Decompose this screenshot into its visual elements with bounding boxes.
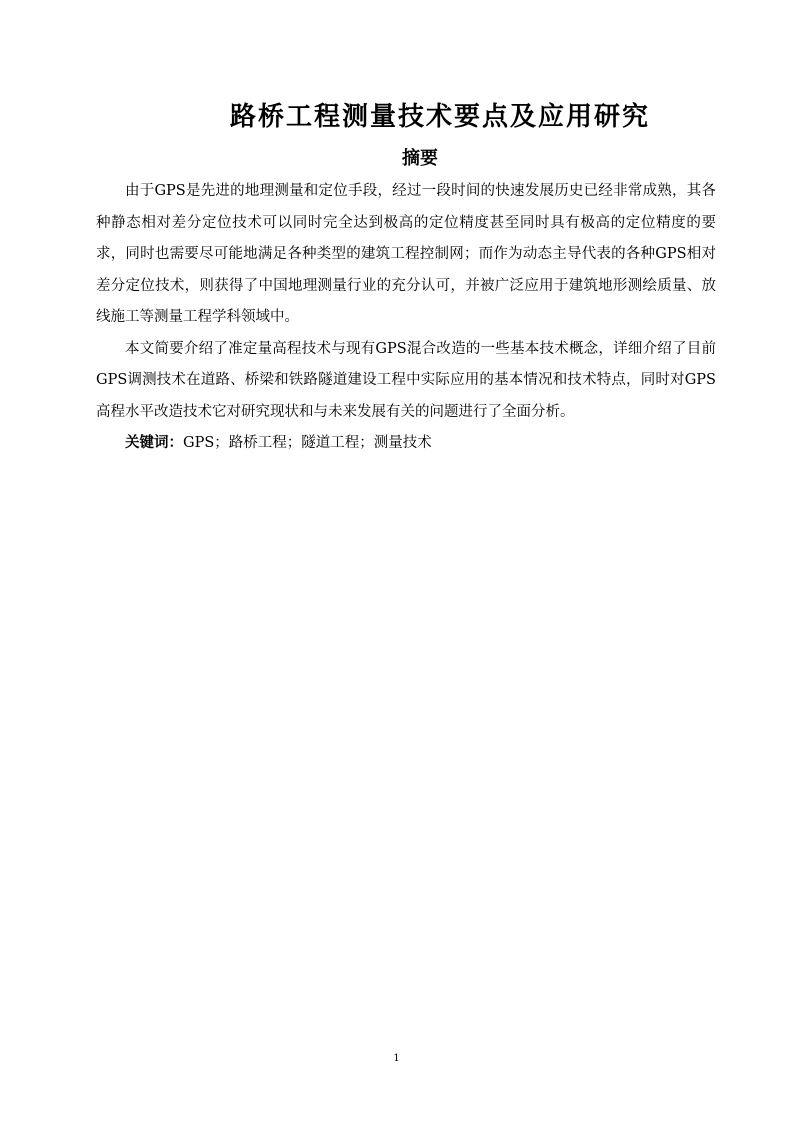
abstract-body: [96, 176, 716, 460]
abstract-paragraph-1: 由于GPS是先进的地理测量和定位手段，经过一段时间的快速发展历史已经非常成熟，其各种静态相对差分定位技术可以同时完全达到极高的定位精度甚至同时具有极高的定位精度的要求，同时也需要尽可能地满足各种类型的建筑工程控制网；而作为动态主导代表的各种GPS相对差分定位技术，则获得了中国地理测量行业的充分认可，并被广泛应用于建筑地形测绘质量、放线施工等测量工程学科领域中。: [96, 183, 716, 325]
document-title: 路桥工程测量技术要点及应用研究: [229, 102, 650, 132]
abstract-paragraph-2: 本文简要介绍了准定量高程技术与现有GPS混合改造的一些基本技术概念，详细介绍了目前GPS调测技术在道路、桥梁和铁路隧道建设工程中实际应用的基本情况和技术特点，同时对GPS高程水平改造技术它对研究现状和与未来发展有关的问题进行了全面分析。: [96, 340, 716, 420]
keywords-text: GPS；路桥工程；隧道工程；测量技术: [183, 435, 432, 451]
keywords-label: 关键词：: [125, 435, 183, 451]
keywords-line: [96, 428, 716, 460]
page-number: 1: [393, 1053, 400, 1064]
abstract-heading: 摘要: [402, 148, 438, 169]
